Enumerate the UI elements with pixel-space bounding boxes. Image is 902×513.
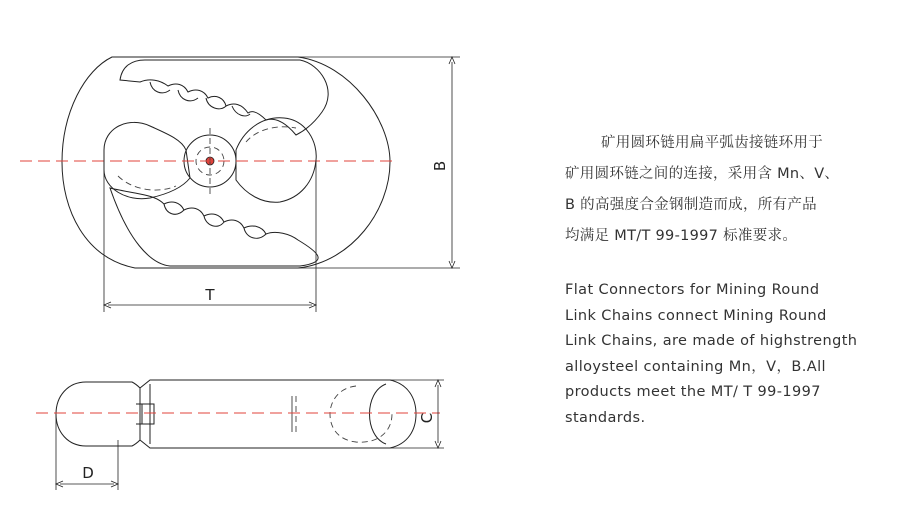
en-line-3: Link Chains, are made of highstrength [565,333,858,349]
side-view [36,380,444,490]
dimension-b-label: B [431,160,449,172]
right-lobe-hidden-edge [246,127,296,142]
zh-line-1: 矿用圆环链用扁平弧齿接链环用于 [601,135,823,151]
en-line-6: standards. [565,409,646,426]
dimension-d-label: D [82,464,94,482]
english-description [565,278,875,431]
en-line-1: Flat Connectors for Mining Round [565,282,820,298]
side-body [140,380,416,448]
en-line-2: Link Chains connect Mining Round [565,307,827,324]
zh-line-2: 矿用圆环链之间的连接，采用含 Mn、V、 [565,166,840,182]
top-view-outer-outline [62,57,390,268]
side-left-head [56,382,140,446]
side-slot [136,404,154,424]
top-view [20,57,460,312]
left-lobe-hidden-edge [118,176,176,190]
upper-toothed-half [120,60,328,135]
en-line-4: alloysteel containing Mn，V，B.All [565,358,826,375]
zh-line-3: B 的高强度合金钢制造而成，所有产品 [565,197,817,213]
dimension-t-label: T [205,286,215,304]
lower-teeth [164,204,266,238]
chinese-description [565,128,875,252]
en-line-5: products meet the MT/ T 99-1997 [565,384,821,400]
side-right-head-hidden [330,386,392,442]
upper-teeth [150,82,250,116]
side-body-inner [150,384,386,444]
zh-line-4: 均满足 MT/T 99-1997 标准要求。 [565,228,798,244]
dimension-c-label: C [418,412,436,424]
